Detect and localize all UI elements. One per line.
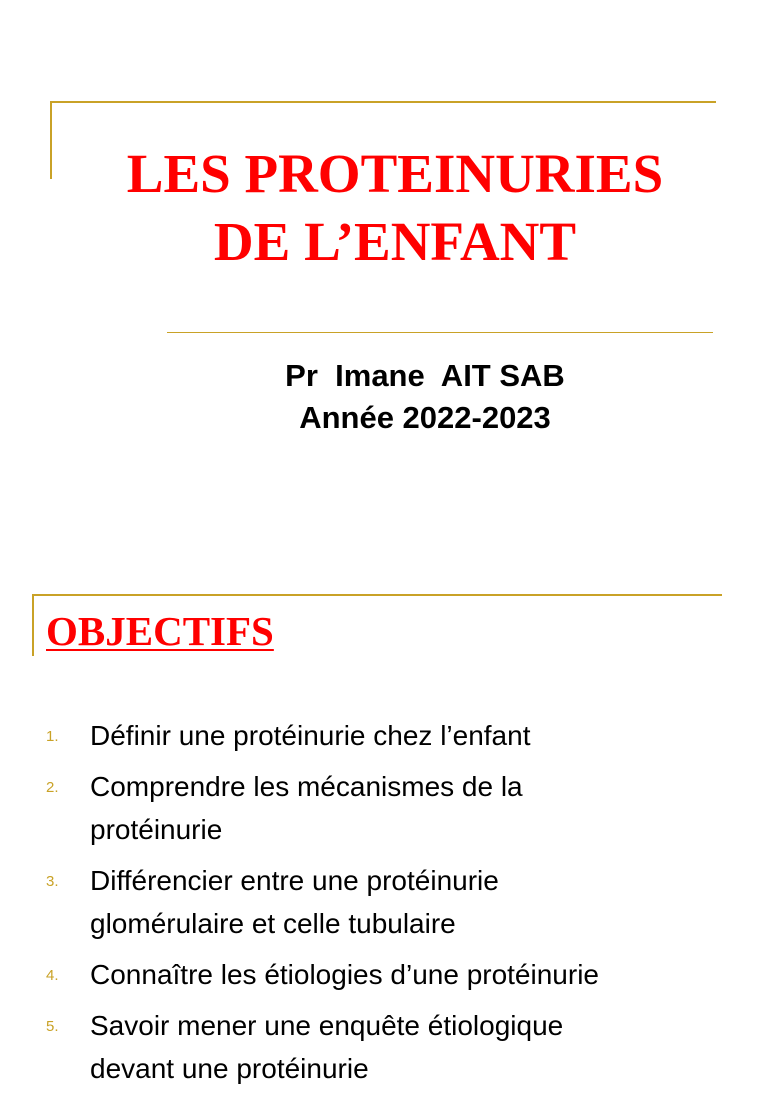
gold-frame-left [50,101,52,179]
gold-divider [167,332,713,333]
list-text: Connaître les étiologies d’une protéinurie [90,959,599,990]
title-line-1: LES PROTEINURIES [126,143,664,204]
list-number: 1. [46,728,59,745]
title-line-2: DE L’ENFANT [213,211,577,272]
author-block [160,355,690,439]
gold-frame-top [50,101,716,103]
list-item [46,765,736,851]
list-text: Comprendre les mécanismes de la protéinurie [90,771,523,845]
list-text: Différencier entre une protéinurie glomérulaire et celle tubulaire [90,865,499,939]
objectives-heading: OBJECTIFS [46,608,274,654]
list-number: 5. [46,1018,59,1035]
objectives-list [46,714,736,1098]
list-item [46,714,736,757]
list-item [46,953,736,996]
presentation-title [60,140,730,276]
list-number: 3. [46,873,59,890]
academic-year: Année 2022-2023 [299,400,551,435]
author-name: Pr Imane AIT SAB [285,358,565,393]
list-number: 2. [46,779,59,796]
list-number: 4. [46,967,59,984]
list-text: Définir une protéinurie chez l’enfant [90,720,531,751]
gold-frame-top-2 [32,594,722,596]
list-item [46,1004,736,1090]
list-text: Savoir mener une enquête étiologique devant une protéinurie [90,1010,564,1084]
gold-frame-left-2 [32,594,34,656]
list-item [46,859,736,945]
